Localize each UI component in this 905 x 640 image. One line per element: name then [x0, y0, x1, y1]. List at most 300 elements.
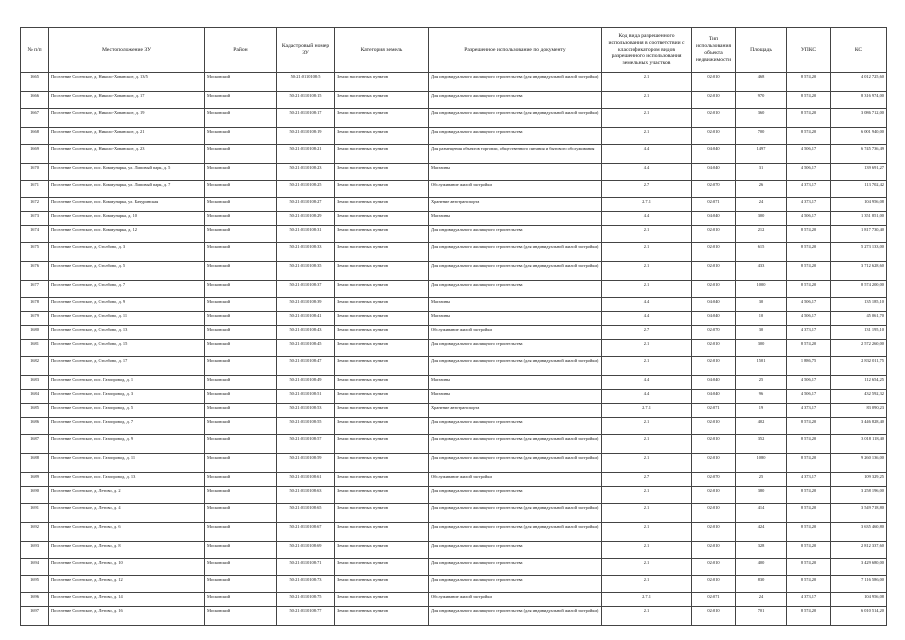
row-address: Поселение Сосенское, д. Летово, д. 10: [49, 559, 205, 576]
row-cadastral-number: 50:21:0110108:25: [277, 181, 335, 198]
row-vri-code: 2.1: [602, 262, 692, 281]
row-land-category: Земли населенных пунктов: [335, 487, 429, 504]
row-district: Московский: [205, 128, 277, 145]
row-number: 1686: [21, 418, 49, 435]
row-estate-use-code: 02:010: [692, 504, 736, 523]
row-upks: 4 506,17: [787, 145, 831, 164]
row-area: 701: [736, 607, 787, 626]
row-permitted-use: Магазины: [429, 312, 602, 326]
row-address: Поселение Сосенское, д. Летово, д. 6: [49, 523, 205, 542]
row-cadastral-number: 50:21:0110108:5: [277, 73, 335, 92]
row-permitted-use: Магазины: [429, 376, 602, 390]
row-permitted-use: Для размещения объектов торговли, общественного питания и бытового обслуживания: [429, 145, 602, 164]
row-address: Поселение Сосенское, пос. Коммунарка, ул. Бачуринская: [49, 198, 205, 212]
row-permitted-use: Магазины: [429, 390, 602, 404]
row-permitted-use: Для индивидуального жилищного строительства (для индивидуальной жилой застройки): [429, 262, 602, 281]
row-upks: 8 574,20: [787, 418, 831, 435]
table-row: [21, 487, 887, 504]
row-cadastral-number: 50:21:0110108:63: [277, 487, 335, 504]
row-address: Поселение Сосенское, пос. Газопровод, д. 1: [49, 376, 205, 390]
row-ks: 6 745 736,49: [831, 145, 887, 164]
row-permitted-use: Для индивидуального жилищного строительства (для индивидуальной жилой застройки): [429, 454, 602, 473]
row-vri-code: 2.1: [602, 340, 692, 357]
row-cadastral-number: 50:21:0110108:59: [277, 454, 335, 473]
row-land-category: Земли населенных пунктов: [335, 454, 429, 473]
row-estate-use-code: 02:010: [692, 418, 736, 435]
row-estate-use-code: 04:040: [692, 145, 736, 164]
row-estate-use-code: 02:071: [692, 593, 736, 607]
row-estate-use-code: 02:010: [692, 576, 736, 593]
row-number: 1666: [21, 92, 49, 109]
row-ks: 5 273 133,00: [831, 243, 887, 262]
row-address: Поселение Сосенское, д. Николо-Хованское, д. 19: [49, 109, 205, 128]
row-address: Поселение Сосенское, д. Столбово, д. 17: [49, 357, 205, 376]
table-row: [21, 559, 887, 576]
row-permitted-use: Для индивидуального жилищного строительства: [429, 418, 602, 435]
row-area: 328: [736, 542, 787, 559]
row-permitted-use: Для индивидуального жилищного строительства (для индивидуальной жилой застройки): [429, 504, 602, 523]
row-address: Поселение Сосенское, пос. Коммунарка, д. 10: [49, 212, 205, 226]
row-ks: 3 086 712,00: [831, 109, 887, 128]
row-land-category: Земли населенных пунктов: [335, 164, 429, 181]
row-district: Московский: [205, 542, 277, 559]
row-vri-code: 4.4: [602, 164, 692, 181]
row-district: Московский: [205, 262, 277, 281]
row-number: 1671: [21, 181, 49, 198]
table-row: [21, 390, 887, 404]
row-area: 19: [736, 404, 787, 418]
row-vri-code: 2.1: [602, 243, 692, 262]
table-row: [21, 326, 887, 340]
table-row: [21, 198, 887, 212]
row-land-category: Земли населенных пунктов: [335, 145, 429, 164]
land-registry-sheet: [20, 27, 886, 626]
row-upks: 8 574,20: [787, 281, 831, 298]
row-number: 1668: [21, 128, 49, 145]
row-district: Московский: [205, 326, 277, 340]
row-upks: 8 574,20: [787, 523, 831, 542]
row-district: Московский: [205, 559, 277, 576]
row-estate-use-code: 02:010: [692, 357, 736, 376]
row-ks: 131 195,10: [831, 326, 887, 340]
row-estate-use-code: 02:010: [692, 92, 736, 109]
row-estate-use-code: 04:040: [692, 312, 736, 326]
row-land-category: Земли населенных пунктов: [335, 92, 429, 109]
row-land-category: Земли населенных пунктов: [335, 404, 429, 418]
row-address: Поселение Сосенское, пос. Коммунарка, д. 12: [49, 226, 205, 243]
row-area: 1501: [736, 357, 787, 376]
row-number: 1690: [21, 487, 49, 504]
row-estate-use-code: 02:070: [692, 326, 736, 340]
row-number: 1684: [21, 390, 49, 404]
row-area: 615: [736, 243, 787, 262]
row-area: 24: [736, 198, 787, 212]
row-address: Поселение Сосенское, пос. Газопровод, д. 11: [49, 454, 205, 473]
table-row: [21, 523, 887, 542]
table-row: [21, 212, 887, 226]
row-vri-code: 2.1: [602, 576, 692, 593]
row-permitted-use: Для индивидуального жилищного строительства (для индивидуальной жилой застройки): [429, 73, 602, 92]
row-district: Московский: [205, 454, 277, 473]
header-cadastral-number: Кадастровый номер ЗУ: [277, 28, 335, 73]
row-permitted-use: Для индивидуального жилищного строительства (для индивидуальной жилой застройки): [429, 523, 602, 542]
row-vri-code: 2.7.1: [602, 404, 692, 418]
row-ks: 6 001 940,00: [831, 128, 887, 145]
row-cadastral-number: 50:21:0110108:37: [277, 281, 335, 298]
header-permitted-use: Разрешенное использование по документу: [429, 28, 602, 73]
row-vri-code: 2.7: [602, 473, 692, 487]
row-address: Поселение Сосенское, д. Летово, д. 16: [49, 607, 205, 626]
row-vri-code: 2.1: [602, 435, 692, 454]
header-land-category: Категория земель: [335, 28, 429, 73]
row-vri-code: 4.4: [602, 390, 692, 404]
row-area: 468: [736, 73, 787, 92]
row-cadastral-number: 50:21:0110108:69: [277, 542, 335, 559]
table-row: [21, 593, 887, 607]
row-land-category: Земли населенных пунктов: [335, 181, 429, 198]
row-address: Поселение Сосенское, пос. Коммунарка, ул. Липовый парк, д. 7: [49, 181, 205, 198]
row-cadastral-number: 50:21:0110108:47: [277, 357, 335, 376]
row-cadastral-number: 50:21:0110108:21: [277, 145, 335, 164]
row-land-category: Земли населенных пунктов: [335, 281, 429, 298]
row-permitted-use: Для индивидуального жилищного строительства: [429, 559, 602, 576]
row-vri-code: 2.1: [602, 92, 692, 109]
row-district: Московский: [205, 357, 277, 376]
row-cadastral-number: 50:21:0110108:29: [277, 212, 335, 226]
row-upks: 4 506,17: [787, 312, 831, 326]
table-row: [21, 473, 887, 487]
row-ks: 6 010 514,20: [831, 607, 887, 626]
row-area: 1497: [736, 145, 787, 164]
row-number: 1691: [21, 504, 49, 523]
row-land-category: Земли населенных пунктов: [335, 473, 429, 487]
row-area: 424: [736, 523, 787, 542]
row-cadastral-number: 50:21:0110108:73: [277, 576, 335, 593]
row-estate-use-code: 02:010: [692, 607, 736, 626]
row-estate-use-code: 02:010: [692, 487, 736, 504]
row-cadastral-number: 50:21:0110108:33: [277, 243, 335, 262]
row-address: Поселение Сосенское, д. Николо-Хованское, д. 23: [49, 145, 205, 164]
table-row: [21, 92, 887, 109]
row-number: 1680: [21, 326, 49, 340]
table-row: [21, 340, 887, 357]
row-estate-use-code: 02:010: [692, 262, 736, 281]
row-ks: 3 712 628,60: [831, 262, 887, 281]
row-upks: 4 506,17: [787, 164, 831, 181]
row-area: 970: [736, 92, 787, 109]
row-district: Московский: [205, 145, 277, 164]
row-cadastral-number: 50:21:0110108:39: [277, 298, 335, 312]
row-district: Московский: [205, 73, 277, 92]
row-upks: 8 574,20: [787, 504, 831, 523]
row-area: 300: [736, 340, 787, 357]
row-address: Поселение Сосенское, д. Столбово, д. 3: [49, 243, 205, 262]
row-land-category: Земли населенных пунктов: [335, 198, 429, 212]
row-land-category: Земли населенных пунктов: [335, 128, 429, 145]
row-district: Московский: [205, 92, 277, 109]
row-number: 1676: [21, 262, 49, 281]
row-area: 30: [736, 326, 787, 340]
row-upks: 8 574,20: [787, 92, 831, 109]
row-permitted-use: Магазины: [429, 298, 602, 312]
row-land-category: Земли населенных пунктов: [335, 243, 429, 262]
row-upks: 4 373,17: [787, 181, 831, 198]
row-estate-use-code: 02:071: [692, 198, 736, 212]
row-cadastral-number: 50:21:0110108:27: [277, 198, 335, 212]
row-ks: 113 702,42: [831, 181, 887, 198]
row-area: 96: [736, 390, 787, 404]
row-vri-code: 2.1: [602, 357, 692, 376]
row-vri-code: 2.1: [602, 128, 692, 145]
row-upks: 4 373,17: [787, 404, 831, 418]
land-plots-table: [20, 27, 887, 626]
row-land-category: Земли населенных пунктов: [335, 435, 429, 454]
table-row: [21, 376, 887, 390]
table-row: [21, 164, 887, 181]
row-cadastral-number: 50:21:0110108:45: [277, 340, 335, 357]
row-address: Поселение Сосенское, д. Летово, д. 8: [49, 542, 205, 559]
table-row: [21, 454, 887, 473]
row-area: 10: [736, 312, 787, 326]
row-estate-use-code: 02:010: [692, 243, 736, 262]
row-cadastral-number: 50:21:0110108:65: [277, 504, 335, 523]
row-vri-code: 4.4: [602, 312, 692, 326]
row-vri-code: 4.4: [602, 298, 692, 312]
row-land-category: Земли населенных пунктов: [335, 109, 429, 128]
row-ks: 8 316 974,00: [831, 92, 887, 109]
row-ks: 1 351 851,00: [831, 212, 887, 226]
row-number: 1679: [21, 312, 49, 326]
row-permitted-use: Обслуживание жилой застройки: [429, 181, 602, 198]
row-ks: 1 817 730,40: [831, 226, 887, 243]
row-ks: 45 061,70: [831, 312, 887, 326]
row-land-category: Земли населенных пунктов: [335, 607, 429, 626]
row-upks: 8 574,20: [787, 454, 831, 473]
row-cadastral-number: 50:21:0110108:55: [277, 418, 335, 435]
row-vri-code: 2.1: [602, 504, 692, 523]
row-address: Поселение Сосенское, пос. Газопровод, д. 7: [49, 418, 205, 435]
row-address: Поселение Сосенское, пос. Газопровод, д. 3: [49, 390, 205, 404]
row-vri-code: 2.1: [602, 542, 692, 559]
row-vri-code: 2.1: [602, 487, 692, 504]
row-number: 1694: [21, 559, 49, 576]
row-upks: 4 373,17: [787, 593, 831, 607]
row-permitted-use: Магазины: [429, 212, 602, 226]
row-upks: 8 574,20: [787, 128, 831, 145]
table-row: [21, 281, 887, 298]
table-row: [21, 607, 887, 626]
row-area: 700: [736, 128, 787, 145]
row-vri-code: 2.1: [602, 109, 692, 128]
row-number: 1672: [21, 198, 49, 212]
row-land-category: Земли населенных пунктов: [335, 523, 429, 542]
row-number: 1688: [21, 454, 49, 473]
row-cadastral-number: 50:21:0110108:15: [277, 92, 335, 109]
row-district: Московский: [205, 523, 277, 542]
row-number: 1673: [21, 212, 49, 226]
row-permitted-use: Для индивидуального жилищного строительства (для индивидуальной жилой застройки): [429, 435, 602, 454]
row-upks: 4 373,17: [787, 326, 831, 340]
row-ks: 3 446 828,40: [831, 418, 887, 435]
row-estate-use-code: 02:010: [692, 523, 736, 542]
table-body: [21, 73, 887, 626]
row-estate-use-code: 02:010: [692, 435, 736, 454]
row-number: 1667: [21, 109, 49, 128]
row-ks: 4 012 725,60: [831, 73, 887, 92]
row-address: Поселение Сосенское, д. Николо-Хованское, д. 21: [49, 128, 205, 145]
row-number: 1695: [21, 576, 49, 593]
table-row: [21, 418, 887, 435]
table-row: [21, 576, 887, 593]
row-vri-code: 2.7: [602, 326, 692, 340]
row-permitted-use: Для индивидуального жилищного строительства: [429, 128, 602, 145]
row-ks: 3 429 680,00: [831, 559, 887, 576]
row-district: Московский: [205, 404, 277, 418]
table-row: [21, 298, 887, 312]
row-number: 1670: [21, 164, 49, 181]
row-ks: 8 574 200,00: [831, 281, 887, 298]
row-vri-code: 2.1: [602, 73, 692, 92]
row-permitted-use: Для индивидуального жилищного строительства (для индивидуальной жилой застройки): [429, 243, 602, 262]
row-land-category: Земли населенных пунктов: [335, 226, 429, 243]
table-row: [21, 312, 887, 326]
row-district: Московский: [205, 226, 277, 243]
row-area: 31: [736, 164, 787, 181]
row-area: 402: [736, 418, 787, 435]
row-estate-use-code: 04:040: [692, 298, 736, 312]
row-upks: 8 574,20: [787, 435, 831, 454]
row-ks: 2 572 260,00: [831, 340, 887, 357]
row-permitted-use: Для индивидуального жилищного строительства (для индивидуальной жилой застройки): [429, 357, 602, 376]
row-number: 1682: [21, 357, 49, 376]
row-estate-use-code: 02:010: [692, 73, 736, 92]
row-area: 400: [736, 559, 787, 576]
header-row: [21, 28, 887, 73]
row-land-category: Земли населенных пунктов: [335, 390, 429, 404]
row-number: 1678: [21, 298, 49, 312]
row-ks: 2 812 337,60: [831, 542, 887, 559]
row-number: 1693: [21, 542, 49, 559]
row-address: Поселение Сосенское, д. Столбово, д. 11: [49, 312, 205, 326]
row-cadastral-number: 50:21:0110108:23: [277, 164, 335, 181]
row-cadastral-number: 50:21:0110108:61: [277, 473, 335, 487]
table-row: [21, 542, 887, 559]
row-vri-code: 2.7: [602, 181, 692, 198]
row-address: Поселение Сосенское, д. Столбово, д. 9: [49, 298, 205, 312]
row-cadastral-number: 50:21:0110108:31: [277, 226, 335, 243]
row-cadastral-number: 50:21:0110108:71: [277, 559, 335, 576]
row-address: Поселение Сосенское, д. Летово, д. 12: [49, 576, 205, 593]
row-permitted-use: Обслуживание жилой застройки: [429, 593, 602, 607]
row-area: 830: [736, 576, 787, 593]
row-district: Московский: [205, 435, 277, 454]
header-address: Местоположение ЗУ: [49, 28, 205, 73]
table-row: [21, 435, 887, 454]
row-cadastral-number: 50:21:0110108:17: [277, 109, 335, 128]
row-area: 414: [736, 504, 787, 523]
row-estate-use-code: 04:040: [692, 164, 736, 181]
row-vri-code: 4.4: [602, 376, 692, 390]
row-district: Московский: [205, 473, 277, 487]
row-land-category: Земли населенных пунктов: [335, 559, 429, 576]
row-cadastral-number: 50:21:0110108:57: [277, 435, 335, 454]
table-row: [21, 262, 887, 281]
row-ks: 3 635 460,80: [831, 523, 887, 542]
row-upks: 1 886,75: [787, 357, 831, 376]
row-permitted-use: Обслуживание жилой застройки: [429, 326, 602, 340]
row-vri-code: 2.7.1: [602, 198, 692, 212]
row-ks: 3 549 718,80: [831, 504, 887, 523]
row-cadastral-number: 50:21:0110108:19: [277, 128, 335, 145]
table-row: [21, 145, 887, 164]
row-district: Московский: [205, 487, 277, 504]
row-estate-use-code: 02:070: [692, 181, 736, 198]
header-vri-code: Код вида разрешенного использования в соответствии с классификатором видов разрешенного использования земельных участков: [602, 28, 692, 73]
row-cadastral-number: 50:21:0110108:75: [277, 593, 335, 607]
row-upks: 8 574,20: [787, 73, 831, 92]
row-area: 26: [736, 181, 787, 198]
row-district: Московский: [205, 576, 277, 593]
row-upks: 8 574,20: [787, 243, 831, 262]
table-row: [21, 109, 887, 128]
row-address: Поселение Сосенское, д. Столбово, д. 7: [49, 281, 205, 298]
table-row: [21, 243, 887, 262]
row-land-category: Земли населенных пунктов: [335, 357, 429, 376]
row-address: Поселение Сосенское, д. Летово, д. 14: [49, 593, 205, 607]
row-ks: 104 956,08: [831, 593, 887, 607]
row-permitted-use: Магазины: [429, 164, 602, 181]
row-estate-use-code: 02:010: [692, 559, 736, 576]
row-vri-code: 2.1: [602, 281, 692, 298]
row-number: 1674: [21, 226, 49, 243]
row-estate-use-code: 02:010: [692, 340, 736, 357]
row-district: Московский: [205, 504, 277, 523]
row-number: 1696: [21, 593, 49, 607]
row-district: Московский: [205, 109, 277, 128]
row-upks: 8 574,20: [787, 607, 831, 626]
row-cadastral-number: 50:21:0110108:53: [277, 404, 335, 418]
row-district: Московский: [205, 181, 277, 198]
row-land-category: Земли населенных пунктов: [335, 418, 429, 435]
table-row: [21, 226, 887, 243]
row-number: 1675: [21, 243, 49, 262]
row-permitted-use: Для индивидуального жилищного строительства: [429, 92, 602, 109]
row-cadastral-number: 50:21:0110108:51: [277, 390, 335, 404]
row-district: Московский: [205, 164, 277, 181]
row-permitted-use: Для индивидуального жилищного строительства: [429, 281, 602, 298]
row-vri-code: 4.4: [602, 212, 692, 226]
row-address: Поселение Сосенское, пос. Газопровод, д. 5: [49, 404, 205, 418]
row-ks: 432 592,32: [831, 390, 887, 404]
header-estate-use-code: Тип использования объекта недвижимости: [692, 28, 736, 73]
row-cadastral-number: 50:21:0110108:41: [277, 312, 335, 326]
row-district: Московский: [205, 390, 277, 404]
header-area: Площадь: [736, 28, 787, 73]
row-cadastral-number: 50:21:0110108:77: [277, 607, 335, 626]
row-permitted-use: Для индивидуального жилищного строительства: [429, 487, 602, 504]
row-address: Поселение Сосенское, д. Столбово, д. 5: [49, 262, 205, 281]
table-row: [21, 357, 887, 376]
row-district: Московский: [205, 243, 277, 262]
row-address: Поселение Сосенское, д. Летово, д. 4: [49, 504, 205, 523]
row-vri-code: 2.1: [602, 559, 692, 576]
row-vri-code: 2.1: [602, 607, 692, 626]
row-area: 380: [736, 487, 787, 504]
row-cadastral-number: 50:21:0110108:67: [277, 523, 335, 542]
row-upks: 8 574,20: [787, 542, 831, 559]
row-number: 1665: [21, 73, 49, 92]
row-upks: 8 574,20: [787, 226, 831, 243]
